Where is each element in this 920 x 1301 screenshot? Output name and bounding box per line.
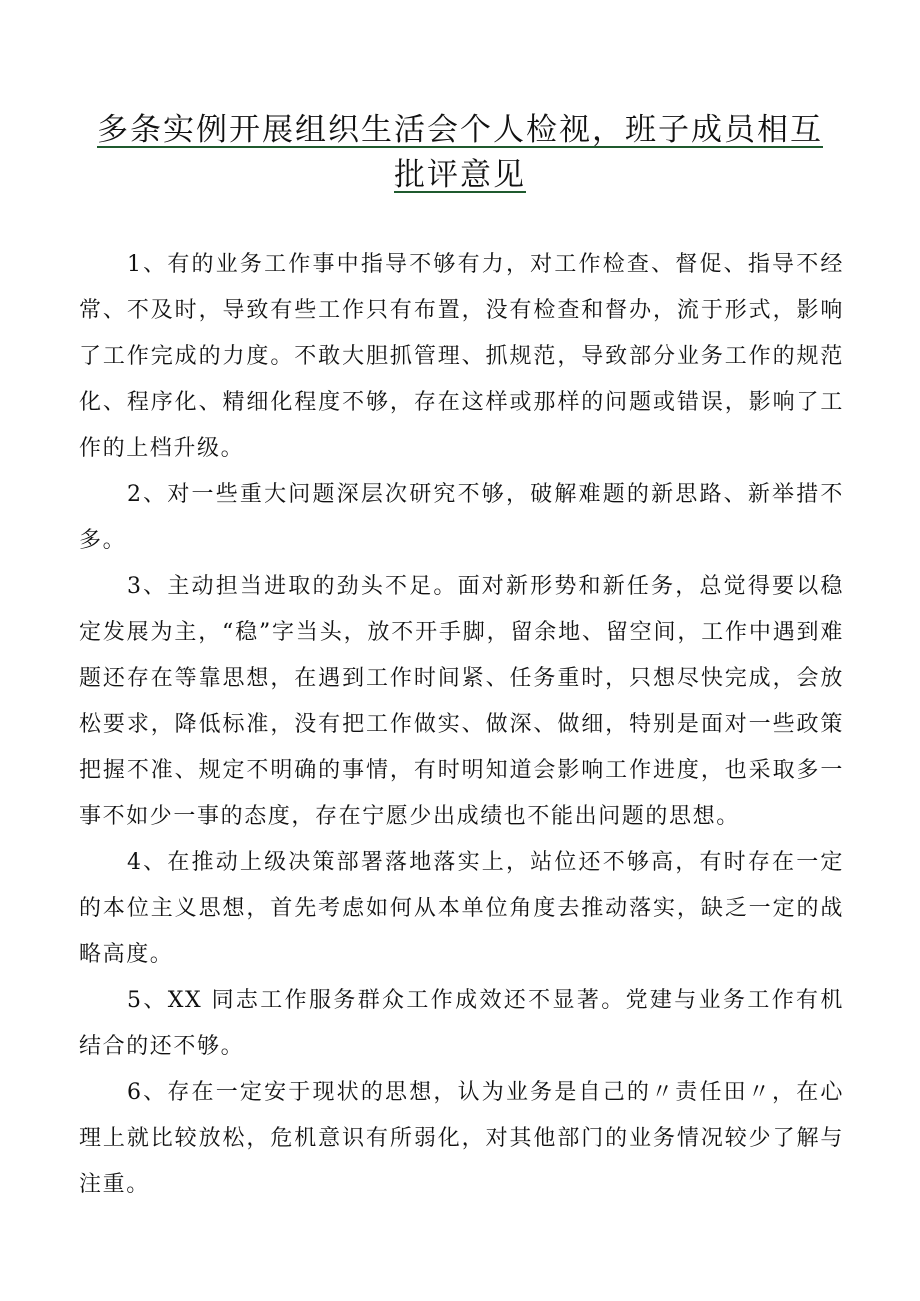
paragraph-4: 4、在推动上级决策部署落地落实上，站位还不够高，有时存在一定的本位主义思想，首先考虑如何从本单位角度去推动落实，缺乏一定的战略高度。: [79, 850, 844, 967]
title-line-1: 多条实例开展组织生活会个人检视，班子成员相互: [97, 112, 823, 148]
paragraph-1: 1、有的业务工作事中指导不够有力，对工作检查、督促、指导不经常、不及时，导致有些工作只有布置，没有检查和督办，流于形式，影响了工作完成的力度。不敢大胆抓管理、抓规范，导致部分业务工作的规范化、程序化、精细化程度不够，存在这样或那样的问题或错误，影响了工作的上档升级。: [79, 252, 844, 461]
paragraph-3: 3、主动担当进取的劲头不足。面对新形势和新任务，总觉得要以稳定发展为主，“稳”字当头，放不开手脚，留余地、留空间，工作中遇到难题还存在等靠思想，在遇到工作时间紧、任务重时，只想尽快完成，会放松要求，降低标准，没有把工作做实、做深、做细，特别是面对一些政策把握不准、规定不明确的事情，有时明知道会影响工作进度，也采取多一事不如少一事的态度，存在宁愿少出成绩也不能出问题的思想。: [79, 574, 844, 829]
paragraph-6: 6、存在一定安于现状的思想，认为业务是自己的〃责任田〃，在心理上就比较放松，危机意识有所弱化，对其他部门的业务情况较少了解与注重。: [79, 1080, 844, 1197]
title-line-2: 批评意见: [394, 157, 526, 193]
paragraph-5: 5、XX 同志工作服务群众工作成效还不显著。党建与业务工作有机结合的还不够。: [79, 988, 844, 1059]
paragraph-2: 2、对一些重大问题深层次研究不够，破解难题的新思路、新举措不多。: [79, 482, 844, 553]
document-title: [90, 108, 830, 198]
document-body: [79, 242, 844, 1208]
